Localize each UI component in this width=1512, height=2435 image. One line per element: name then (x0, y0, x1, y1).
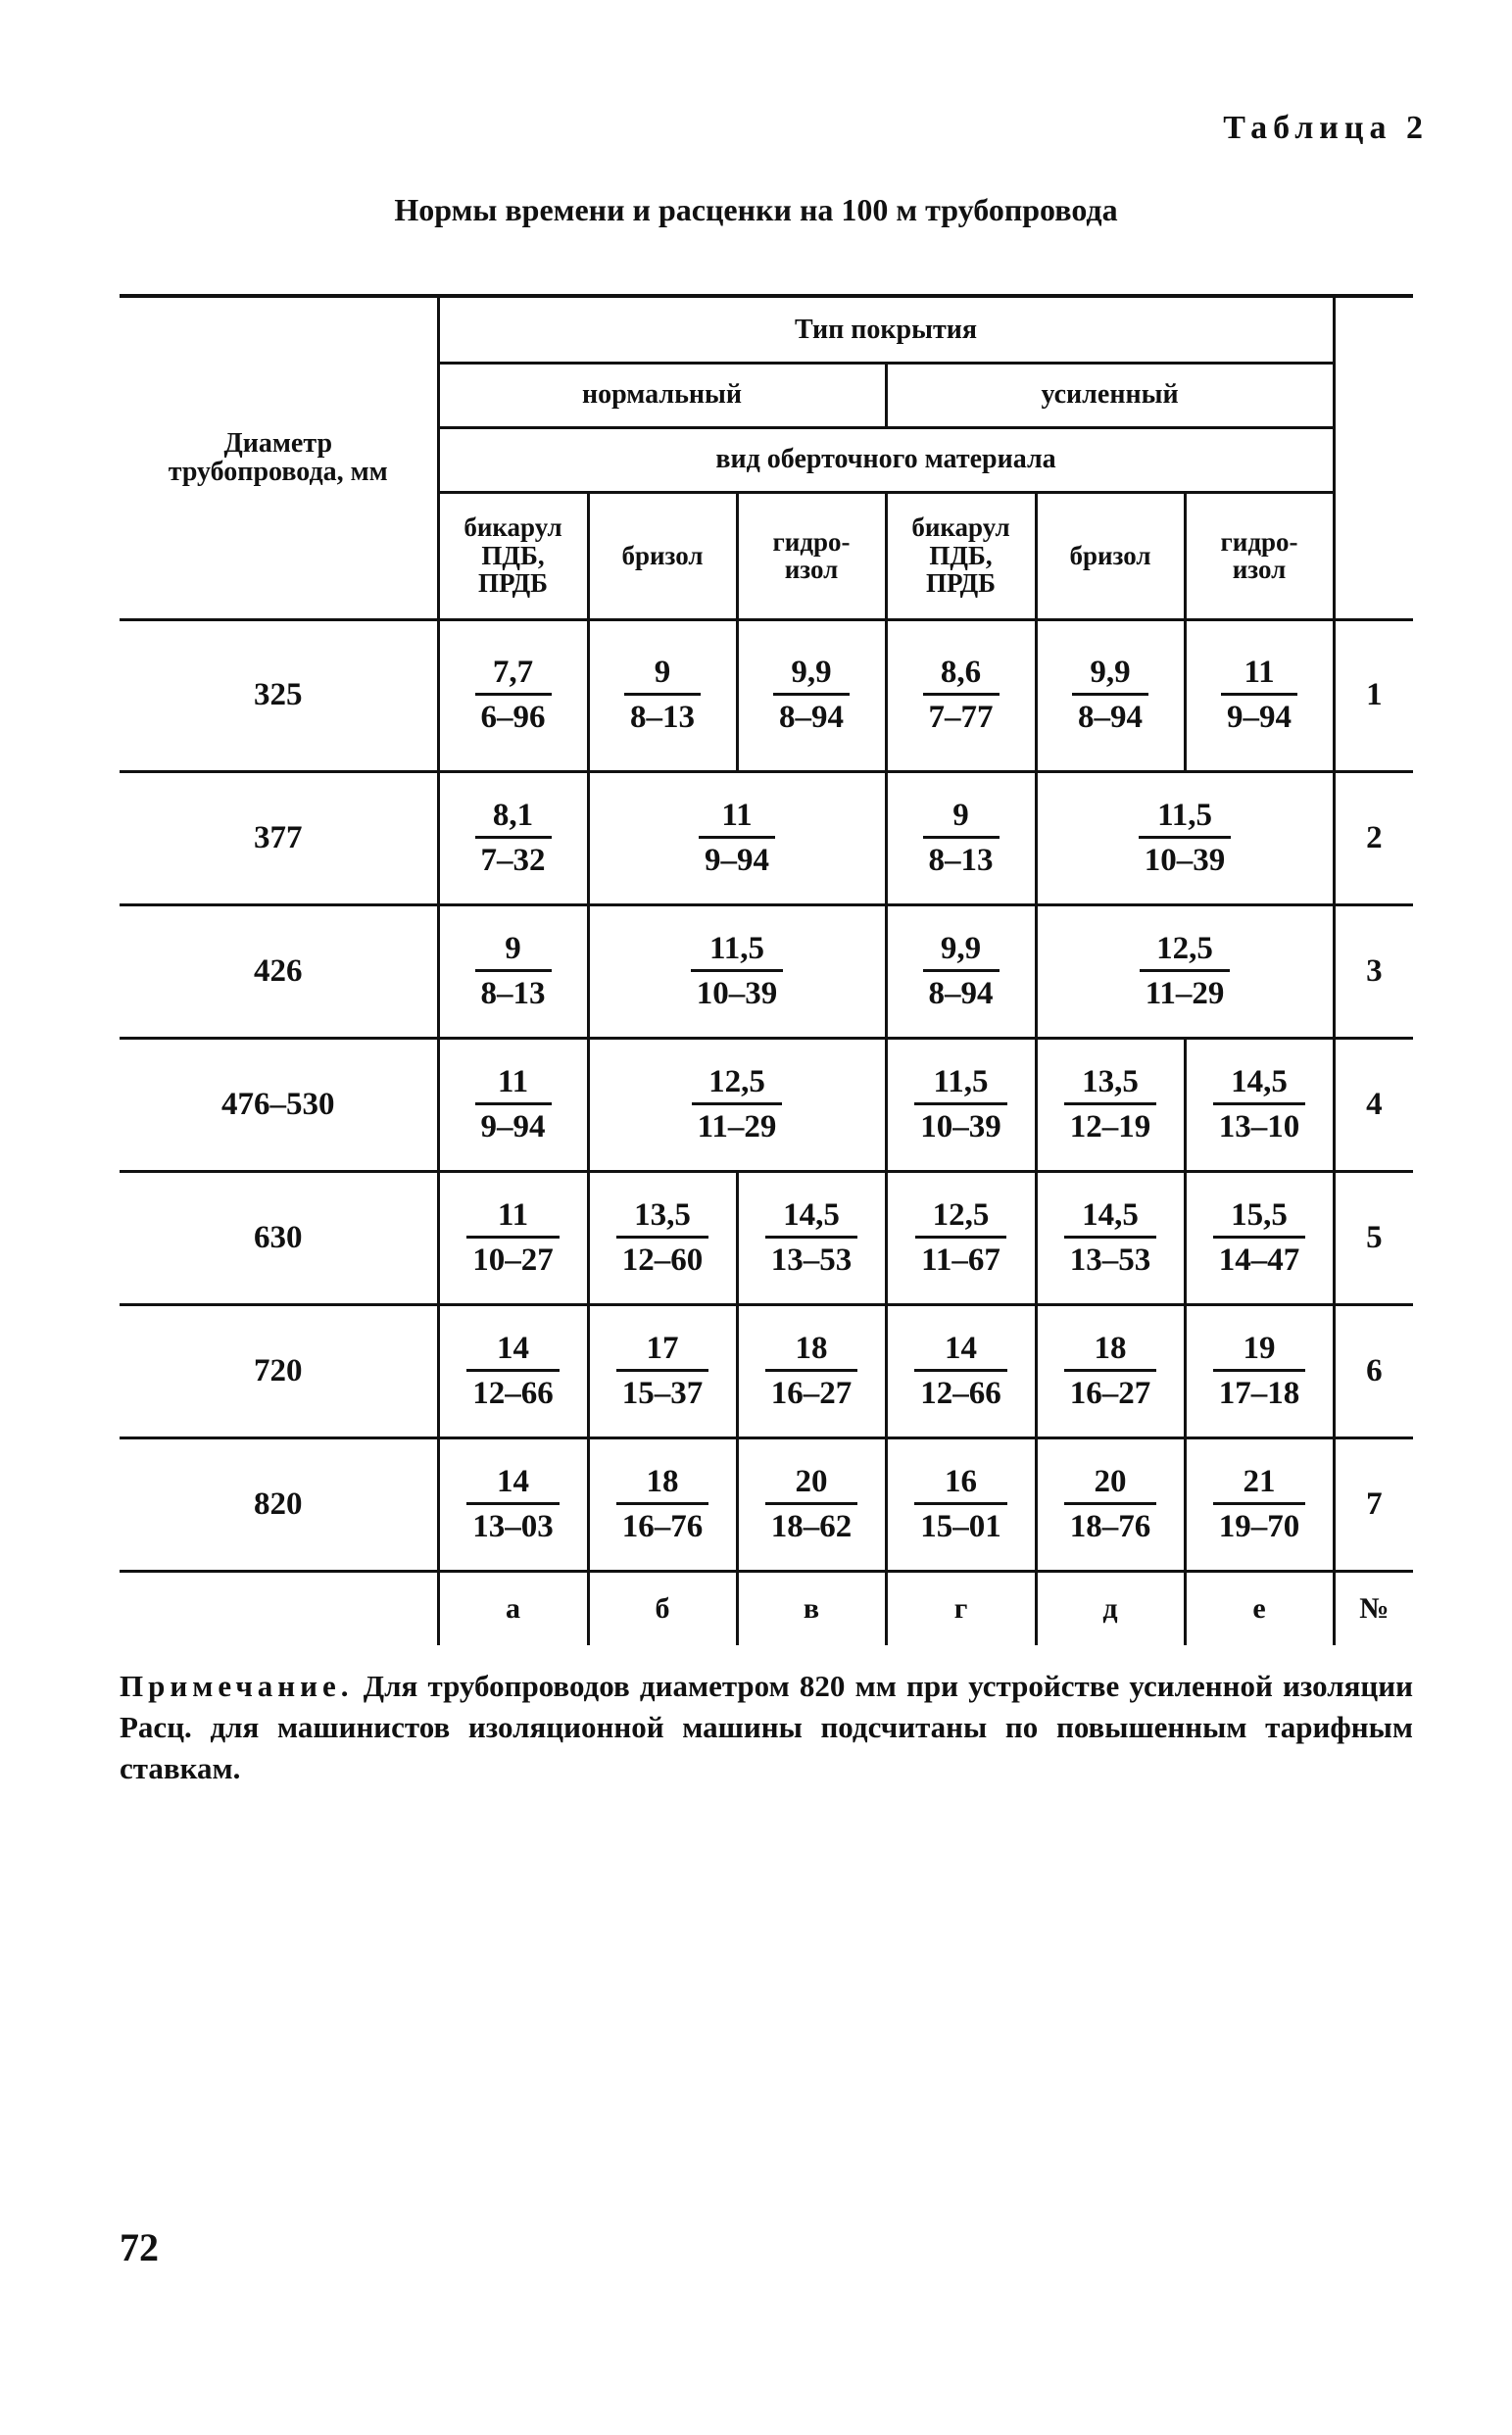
material-label: гидро-изол (1220, 526, 1298, 584)
rate-cell (438, 1171, 588, 1304)
rate-price: 8–13 (928, 842, 994, 878)
time-norm: 14 (466, 1333, 560, 1372)
time-norm: 13,5 (1064, 1066, 1157, 1105)
time-norm: 21 (1213, 1466, 1306, 1505)
table-note (120, 1666, 1413, 1789)
rate-fraction (914, 1330, 1007, 1411)
rate-fraction (1213, 1463, 1306, 1544)
rate-price: 13–03 (472, 1508, 554, 1544)
rate-price: 10–39 (1144, 842, 1226, 878)
rate-cell (1185, 619, 1334, 771)
rate-cell (886, 904, 1036, 1038)
rate-price: 10–27 (472, 1242, 554, 1278)
rate-fraction (475, 657, 552, 734)
rate-price: 14–47 (1218, 1242, 1300, 1278)
norms-table (120, 294, 1413, 1645)
rate-cell (886, 1171, 1036, 1304)
header-coating-type: Тип покрытия (438, 296, 1334, 363)
time-norm: 7,7 (475, 657, 552, 696)
rate-cell (1036, 1437, 1185, 1571)
header-diameter-text: Диаметр трубопровода, мм (168, 427, 388, 488)
time-norm: 15,5 (1213, 1199, 1306, 1239)
row-diameter: 325 (120, 619, 438, 771)
rate-price: 19–70 (1218, 1508, 1300, 1544)
table-row (120, 1171, 1413, 1304)
rate-fraction (699, 797, 775, 878)
rate-price: 16–76 (621, 1508, 704, 1544)
rate-fraction (1213, 1196, 1306, 1278)
rate-fraction (1064, 1330, 1157, 1411)
rate-cell (1036, 1171, 1185, 1304)
rate-price: 15–01 (920, 1508, 1001, 1544)
column-letter: а (438, 1571, 588, 1645)
row-number: 2 (1334, 771, 1413, 904)
rate-fraction (915, 1196, 1006, 1278)
rate-price: 17–18 (1218, 1375, 1300, 1411)
rate-cell (886, 771, 1036, 904)
rate-cell (1185, 1304, 1334, 1437)
header-material (438, 492, 588, 619)
rate-price: 11–29 (1145, 975, 1225, 1011)
time-norm: 18 (765, 1333, 858, 1372)
rate-price: 8–13 (630, 700, 695, 735)
time-norm: 19 (1213, 1333, 1306, 1372)
rate-cell (737, 1171, 886, 1304)
rate-cell (1036, 771, 1334, 904)
time-norm: 20 (765, 1466, 858, 1505)
column-letter: е (1185, 1571, 1334, 1645)
time-norm: 11 (466, 1199, 560, 1239)
rate-cell (737, 1437, 886, 1571)
time-norm: 11 (699, 800, 775, 839)
header-material (886, 492, 1036, 619)
time-norm: 17 (616, 1333, 709, 1372)
header-material (588, 492, 737, 619)
time-norm: 16 (914, 1466, 1007, 1505)
header-normal: нормальный (438, 363, 886, 427)
rate-price: 18–76 (1069, 1508, 1151, 1544)
rate-price: 8–94 (928, 975, 994, 1011)
note-text: Для трубопроводов диаметром 820 мм при устройстве усиленной изоляции Расц. для машинистов изоляционной машины подсчитаны по повышенным тарифным ставкам. (120, 1669, 1414, 1785)
row-number: 7 (1334, 1437, 1413, 1571)
rate-price: 13–53 (770, 1242, 853, 1278)
time-norm: 11 (1221, 657, 1297, 696)
row-diameter: 426 (120, 904, 438, 1038)
row-diameter: 377 (120, 771, 438, 904)
rate-price: 9–94 (1227, 700, 1293, 735)
rate-fraction (914, 1463, 1007, 1544)
rate-fraction (1213, 1330, 1306, 1411)
rate-price: 8–94 (1078, 700, 1143, 735)
table-label: Таблица 2 (1223, 110, 1429, 146)
rate-price: 9–94 (480, 1108, 546, 1144)
rate-fraction (1064, 1463, 1157, 1544)
header-material (1036, 492, 1185, 619)
rate-fraction (914, 1063, 1007, 1144)
footer-number-sign: № (1359, 1591, 1390, 1625)
rate-price: 16–27 (770, 1375, 853, 1411)
time-norm: 14,5 (1213, 1066, 1306, 1105)
rate-fraction (1139, 797, 1232, 878)
header-material (737, 492, 886, 619)
rate-cell (886, 1304, 1036, 1437)
table-row (120, 1437, 1413, 1571)
rate-fraction (466, 1463, 560, 1544)
rate-cell (588, 1437, 737, 1571)
material-label: гидро-изол (772, 526, 851, 584)
time-norm: 9 (475, 933, 552, 972)
page-number: 72 (120, 2225, 159, 2269)
rate-price: 15–37 (621, 1375, 704, 1411)
rate-cell (438, 1304, 588, 1437)
time-norm: 9 (923, 800, 1000, 839)
rate-price: 12–66 (472, 1375, 554, 1411)
rate-cell (1036, 1038, 1185, 1171)
rate-fraction (1140, 930, 1231, 1011)
rate-cell (886, 1038, 1036, 1171)
rate-cell (737, 1304, 886, 1437)
rate-fraction (466, 1196, 560, 1278)
rate-cell (438, 619, 588, 771)
rate-cell (588, 619, 737, 771)
column-letter: д (1036, 1571, 1185, 1645)
time-norm: 12,5 (915, 1199, 1006, 1239)
rate-fraction (1221, 657, 1297, 734)
rate-price: 16–27 (1069, 1375, 1151, 1411)
material-label: бризол (1069, 540, 1151, 570)
rate-price: 12–19 (1069, 1108, 1151, 1144)
column-letters-row (120, 1571, 1413, 1645)
rate-fraction (765, 1330, 858, 1411)
rate-fraction (773, 657, 850, 734)
time-norm: 11 (475, 1066, 552, 1105)
rate-cell (438, 1437, 588, 1571)
rate-price: 18–62 (770, 1508, 853, 1544)
table-row (120, 619, 1413, 771)
rate-fraction (466, 1330, 560, 1411)
rate-price: 11–29 (697, 1108, 777, 1144)
rate-cell (588, 1038, 886, 1171)
note-lead: Примечание. (120, 1669, 354, 1703)
header-wrap-material: вид оберточного материала (438, 427, 1334, 492)
rate-fraction (923, 797, 1000, 878)
rate-price: 13–10 (1218, 1108, 1300, 1144)
table-row (120, 771, 1413, 904)
table-row (120, 1304, 1413, 1437)
time-norm: 8,6 (923, 657, 1000, 696)
rate-cell (886, 619, 1036, 771)
rate-price: 7–32 (480, 842, 546, 878)
row-number: 5 (1334, 1171, 1413, 1304)
column-letter: в (737, 1571, 886, 1645)
rate-price: 8–94 (779, 700, 844, 735)
rate-fraction (692, 1063, 783, 1144)
rate-fraction (691, 930, 784, 1011)
header-diameter (120, 296, 438, 619)
header-reinforced: усиленный (886, 363, 1334, 427)
row-number: 4 (1334, 1038, 1413, 1171)
time-norm: 12,5 (692, 1066, 783, 1105)
rate-cell (588, 771, 886, 904)
rate-cell (1036, 1304, 1185, 1437)
time-norm: 9,9 (923, 933, 1000, 972)
rate-cell (1185, 1437, 1334, 1571)
time-norm: 9,9 (773, 657, 850, 696)
rate-cell (588, 1304, 737, 1437)
time-norm: 13,5 (616, 1199, 709, 1239)
rate-fraction (1064, 1063, 1157, 1144)
row-diameter: 820 (120, 1437, 438, 1571)
time-norm: 18 (616, 1466, 709, 1505)
rate-cell (438, 904, 588, 1038)
time-norm: 8,1 (475, 800, 552, 839)
time-norm: 9 (624, 657, 701, 696)
rate-cell (886, 1437, 1036, 1571)
rate-cell (588, 1171, 737, 1304)
rate-fraction (616, 1330, 709, 1411)
rate-fraction (1064, 1196, 1157, 1278)
row-number: 1 (1334, 619, 1413, 771)
column-letter: б (588, 1571, 737, 1645)
rate-cell (1036, 619, 1185, 771)
rate-fraction (624, 657, 701, 734)
rate-cell (1036, 904, 1334, 1038)
row-diameter: 476–530 (120, 1038, 438, 1171)
rate-cell (588, 904, 886, 1038)
time-norm: 14 (914, 1333, 1007, 1372)
table-row (120, 1038, 1413, 1171)
rate-price: 7–77 (928, 700, 994, 735)
rate-price: 12–66 (920, 1375, 1001, 1411)
rate-cell (737, 619, 886, 771)
material-label: бикарул ПДБ, ПРДБ (463, 512, 562, 599)
time-norm: 18 (1064, 1333, 1157, 1372)
rate-cell (438, 771, 588, 904)
rate-price: 12–60 (621, 1242, 704, 1278)
material-label: бикарул ПДБ, ПРДБ (911, 512, 1010, 599)
table-title: Нормы времени и расценки на 100 м трубопровода (394, 192, 1118, 227)
row-diameter: 630 (120, 1171, 438, 1304)
rate-fraction (475, 930, 552, 1011)
time-norm: 12,5 (1140, 933, 1231, 972)
rate-fraction (616, 1463, 709, 1544)
rate-fraction (765, 1463, 858, 1544)
time-norm: 14,5 (1064, 1199, 1157, 1239)
time-norm: 9,9 (1072, 657, 1148, 696)
rate-fraction (1072, 657, 1148, 734)
time-norm: 14 (466, 1466, 560, 1505)
row-diameter: 720 (120, 1304, 438, 1437)
rate-price: 8–13 (480, 975, 546, 1011)
row-number: 6 (1334, 1304, 1413, 1437)
footer-empty (120, 1571, 438, 1645)
rate-fraction (923, 930, 1000, 1011)
rate-fraction (616, 1196, 709, 1278)
rate-cell (1185, 1171, 1334, 1304)
header-material (1185, 492, 1334, 619)
rate-price: 6–96 (480, 700, 546, 735)
rate-cell (1185, 1038, 1334, 1171)
rate-cell (438, 1038, 588, 1171)
rate-price: 10–39 (696, 975, 778, 1011)
header-number-col (1334, 296, 1413, 619)
rate-fraction (923, 657, 1000, 734)
time-norm: 20 (1064, 1466, 1157, 1505)
row-number: 3 (1334, 904, 1413, 1038)
rate-price: 11–67 (921, 1242, 1000, 1278)
rate-price: 13–53 (1069, 1242, 1151, 1278)
rate-fraction (1213, 1063, 1306, 1144)
time-norm: 11,5 (914, 1066, 1007, 1105)
time-norm: 11,5 (691, 933, 784, 972)
material-label: бризол (621, 540, 704, 570)
table-row (120, 904, 1413, 1038)
rate-price: 10–39 (920, 1108, 1001, 1144)
rate-fraction (765, 1196, 858, 1278)
column-letter: г (886, 1571, 1036, 1645)
rate-fraction (475, 1063, 552, 1144)
time-norm: 14,5 (765, 1199, 858, 1239)
rate-price: 9–94 (705, 842, 769, 878)
time-norm: 11,5 (1139, 800, 1232, 839)
rate-fraction (475, 797, 552, 878)
